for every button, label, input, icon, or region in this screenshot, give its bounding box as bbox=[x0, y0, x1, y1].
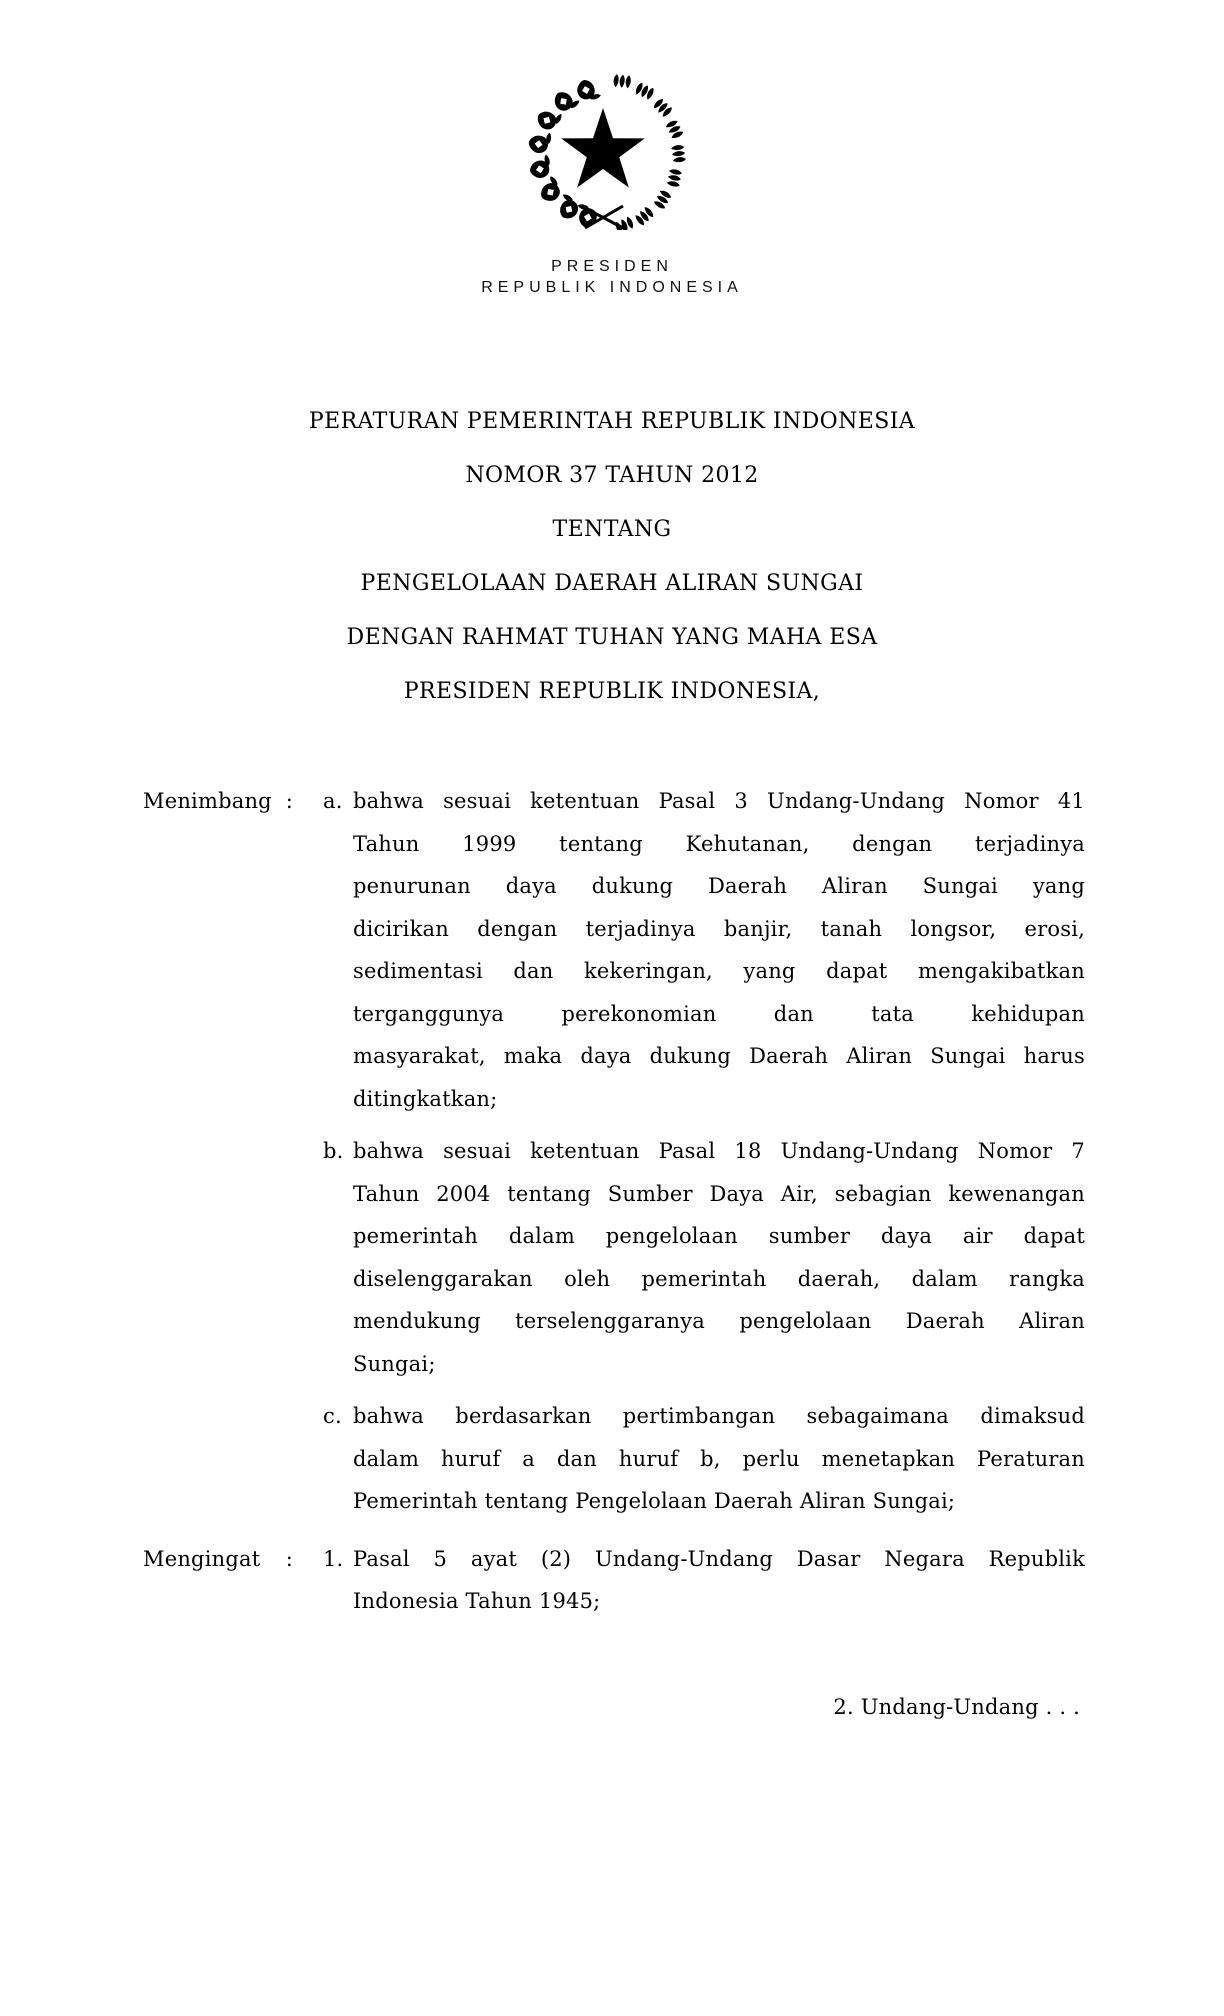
mengingat-label-colon: : bbox=[285, 1546, 293, 1571]
menimbang-label-colon: : bbox=[285, 789, 293, 813]
title-line-invocation: DENGAN RAHMAT TUHAN YANG MAHA ESA bbox=[346, 625, 878, 650]
text-line: dicirikan dengan terjadinya banjir, tanah longsor, erosi, bbox=[353, 916, 1085, 941]
mengingat-label-word: Mengingat bbox=[143, 1546, 261, 1571]
title-line-regulation: PERATURAN PEMERINTAH REPUBLIK INDONESIA bbox=[308, 409, 916, 434]
text-line: Tahun 1999 tentang Kehutanan, dengan terjadinya bbox=[353, 831, 1085, 856]
considerandum-item-a bbox=[323, 780, 1085, 1120]
text-line: bahwa berdasarkan pertimbangan sebagaimana dimaksud bbox=[353, 1404, 1085, 1428]
title-line-subject: PENGELOLAAN DAERAH ALIRAN SUNGAI bbox=[360, 571, 864, 596]
text-line: Tahun 2004 tentang Sumber Daya Air, sebagian kewenangan bbox=[353, 1181, 1085, 1206]
text-line: mendukung terselenggaranya pengelolaan Daerah Aliran bbox=[353, 1309, 1085, 1333]
star-icon bbox=[561, 108, 645, 188]
text-line: dalam huruf a dan huruf b, perlu menetapkan Peraturan bbox=[353, 1446, 1085, 1471]
mengingat-label bbox=[143, 1538, 293, 1581]
text-line: Pemerintah tentang Pengelolaan Daerah Aliran Sungai; bbox=[353, 1489, 956, 1513]
clause-menimbang bbox=[143, 780, 1085, 1523]
menimbang-label bbox=[143, 780, 293, 823]
letterhead bbox=[0, 256, 1224, 298]
catchword-next-page: 2. Undang-Undang . . . bbox=[833, 1695, 1080, 1719]
presidential-seal-icon bbox=[497, 70, 727, 230]
item-marker: 1. bbox=[323, 1546, 344, 1571]
text-line: pemerintah dalam pengelolaan sumber daya air dapat bbox=[353, 1224, 1085, 1248]
text-line: diselenggarakan oleh pemerintah daerah, dalam rangka bbox=[353, 1266, 1085, 1291]
title-block bbox=[0, 395, 1224, 719]
considerandum-item-b bbox=[323, 1130, 1085, 1385]
text-line: masyarakat, maka daya dukung Daerah Aliran Sungai harus bbox=[353, 1044, 1085, 1068]
org-name-line1: PRESIDEN bbox=[551, 258, 673, 275]
title-line-tentang: TENTANG bbox=[552, 517, 672, 542]
text-line: bahwa sesuai ketentuan Pasal 3 Undang-Undang Nomor 41 bbox=[353, 789, 1085, 813]
title-line-president: PRESIDEN REPUBLIK INDONESIA, bbox=[403, 679, 821, 704]
clause-mengingat bbox=[143, 1538, 1085, 1623]
text-line: terganggunya perekonomian dan tata kehidupan bbox=[353, 1001, 1085, 1026]
considerandum-item-c bbox=[323, 1395, 1085, 1523]
document-body bbox=[143, 780, 1085, 1623]
text-line: ditingkatkan; bbox=[353, 1086, 498, 1111]
text-line: Pasal 5 ayat (2) Undang-Undang Dasar Negara Republik bbox=[353, 1546, 1085, 1571]
item-marker: c. bbox=[323, 1404, 342, 1428]
legal-basis-item-1 bbox=[323, 1538, 1085, 1623]
text-line: Sungai; bbox=[353, 1351, 436, 1376]
item-marker: a. bbox=[323, 789, 343, 813]
item-marker: b. bbox=[323, 1139, 344, 1163]
org-name-line2: REPUBLIK INDONESIA bbox=[481, 279, 743, 296]
text-line: sedimentasi dan kekeringan, yang dapat mengakibatkan bbox=[353, 959, 1085, 983]
title-line-number: NOMOR 37 TAHUN 2012 bbox=[465, 463, 759, 488]
text-line: Indonesia Tahun 1945; bbox=[353, 1589, 601, 1613]
menimbang-label-word: Menimbang bbox=[143, 789, 272, 813]
text-line: bahwa sesuai ketentuan Pasal 18 Undang-Undang Nomor 7 bbox=[353, 1139, 1085, 1163]
text-line: penurunan daya dukung Daerah Aliran Sungai yang bbox=[353, 874, 1085, 898]
